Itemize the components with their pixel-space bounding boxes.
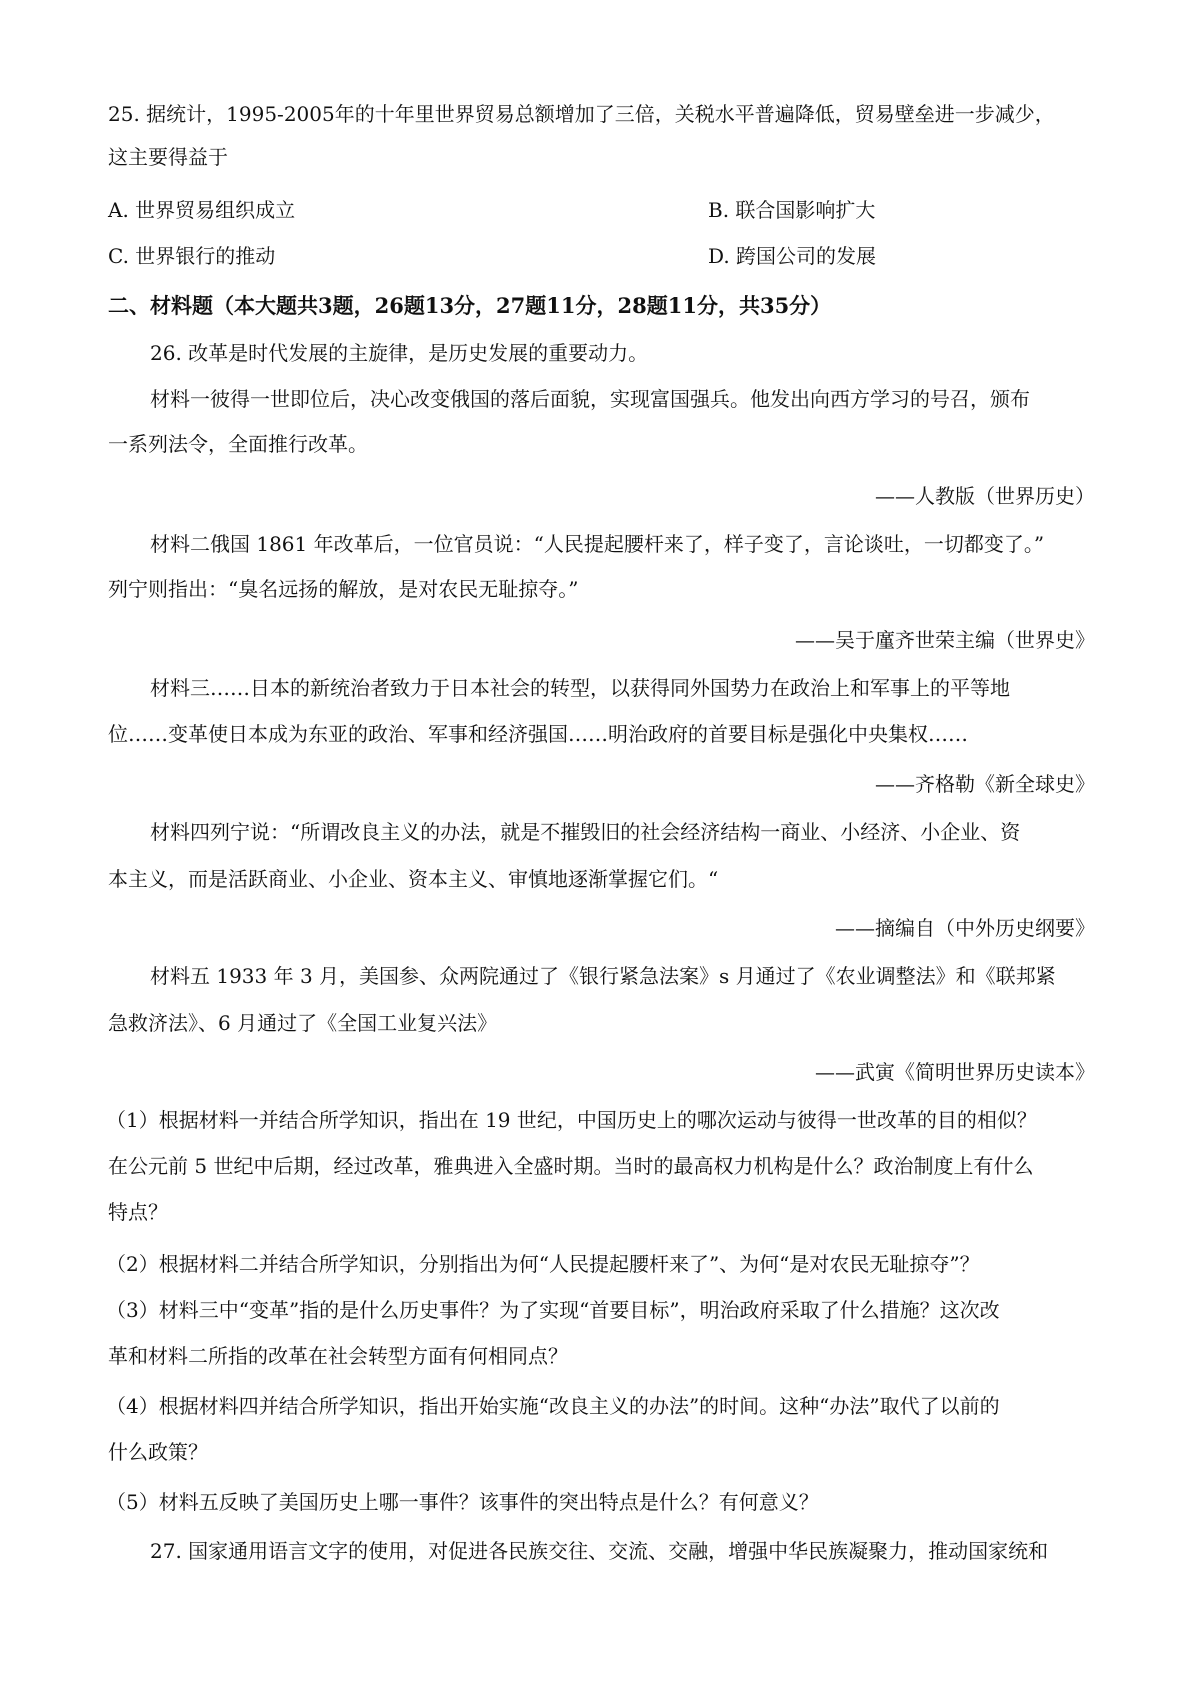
q26-subquestion-1-line1: （1）根据材料一并结合所学知识，指出在 19 世纪，中国历史上的哪次运动与彼得一世改革的目的相似？ [106, 1108, 1037, 1132]
q26-subquestion-5: （5）材料五反映了美国历史上哪一事件？该事件的突出特点是什么？有何意义？ [106, 1490, 819, 1514]
q25-option-row-2 [108, 242, 1200, 270]
q26-subquestion-2: （2）根据材料二并结合所学知识，分别指出为何“人民提起腰杆来了”、为何“是对农民无耻掠夺”？ [106, 1252, 980, 1276]
q26-material2-line1: 材料二俄国 1861 年改革后，一位官员说：“人民提起腰杆来了，样子变了，言论谈吐，一切都变了。” [150, 532, 1045, 556]
q25-option-row-1 [108, 196, 1200, 224]
q25-option-a: A. 世界贸易组织成立 [108, 198, 296, 222]
q26-material2-source: ——吴于廑齐世荣主编（世界史》 [795, 628, 1095, 652]
q25-option-d: D. 跨国公司的发展 [708, 244, 877, 268]
q26-material1-line2: 一系列法令，全面推行改革。 [108, 432, 368, 456]
q26-material4-source: ——摘编自（中外历史纲要》 [835, 916, 1095, 940]
q26-subquestion-3-line2: 革和材料二所指的改革在社会转型方面有何相同点？ [108, 1344, 568, 1368]
q26-material5-line1: 材料五 1933 年 3 月，美国参、众两院通过了《银行紧急法案》s 月通过了《农业调整法》和《联邦紧 [150, 964, 1056, 988]
q26-subquestion-4-line1: （4）根据材料四并结合所学知识，指出开始实施“改良主义的办法”的时间。这种“办法”取代了以前的 [106, 1394, 1000, 1418]
q26-subquestion-4-line2: 什么政策？ [108, 1440, 208, 1464]
q26-stem: 26. 改革是时代发展的主旋律，是历史发展的重要动力。 [150, 341, 649, 365]
q26-material4-line2: 本主义，而是活跃商业、小企业、资本主义、审慎地逐渐掌握它们。“ [108, 867, 719, 891]
q26-material3-line2: 位……变革使日本成为东亚的政治、军事和经济强国……明治政府的首要目标是强化中央集权…… [108, 722, 968, 746]
q26-subquestion-3-line1: （3）材料三中“变革”指的是什么历史事件？为了实现“首要目标”，明治政府采取了什么措施？这次改 [106, 1298, 1000, 1322]
q26-material5-line2: 急救济法》、6 月通过了《全国工业复兴法》 [108, 1011, 498, 1035]
q26-material1-source: ——人教版（世界历史） [875, 484, 1095, 508]
q25-stem-line2: 这主要得益于 [108, 145, 228, 169]
q27-stem: 27. 国家通用语言文字的使用，对促进各民族交往、交流、交融，增强中华民族凝聚力，推动国家统和 [150, 1539, 1049, 1563]
q26-material5-source: ——武寅《简明世界历史读本》 [815, 1060, 1095, 1084]
q25-stem-line1: 25. 据统计，1995-2005年的十年里世界贸易总额增加了三倍，关税水平普遍降低，贸易壁垒进一步减少， [108, 102, 1055, 126]
q26-material3-source: ——齐格勒《新全球史》 [875, 772, 1095, 796]
q25-option-b: B. 联合国影响扩大 [708, 198, 876, 222]
q26-subquestion-1-line2: 在公元前 5 世纪中后期，经过改革，雅典进入全盛时期。当时的最高权力机构是什么？政治制度上有什么 [108, 1154, 1034, 1178]
q26-material4-line1: 材料四列宁说：“所谓改良主义的办法，就是不摧毁旧的社会经济结构一商业、小经济、小企业、资 [150, 820, 1021, 844]
q25-option-c: C. 世界银行的推动 [108, 244, 276, 268]
q26-material1-line1: 材料一彼得一世即位后，决心改变俄国的落后面貌，实现富国强兵。他发出向西方学习的号召，颁布 [150, 387, 1030, 411]
q26-material3-line1: 材料三……日本的新统治者致力于日本社会的转型，以获得同外国势力在政治上和军事上的平等地 [150, 676, 1010, 700]
section-2-heading: 二、材料题（本大题共3题，26题13分，27题11分，28题11分，共35分） [108, 293, 832, 318]
q26-subquestion-1-line3: 特点？ [108, 1200, 168, 1224]
q26-material2-line2: 列宁则指出：“臭名远扬的解放，是对农民无耻掠夺。” [108, 577, 579, 601]
